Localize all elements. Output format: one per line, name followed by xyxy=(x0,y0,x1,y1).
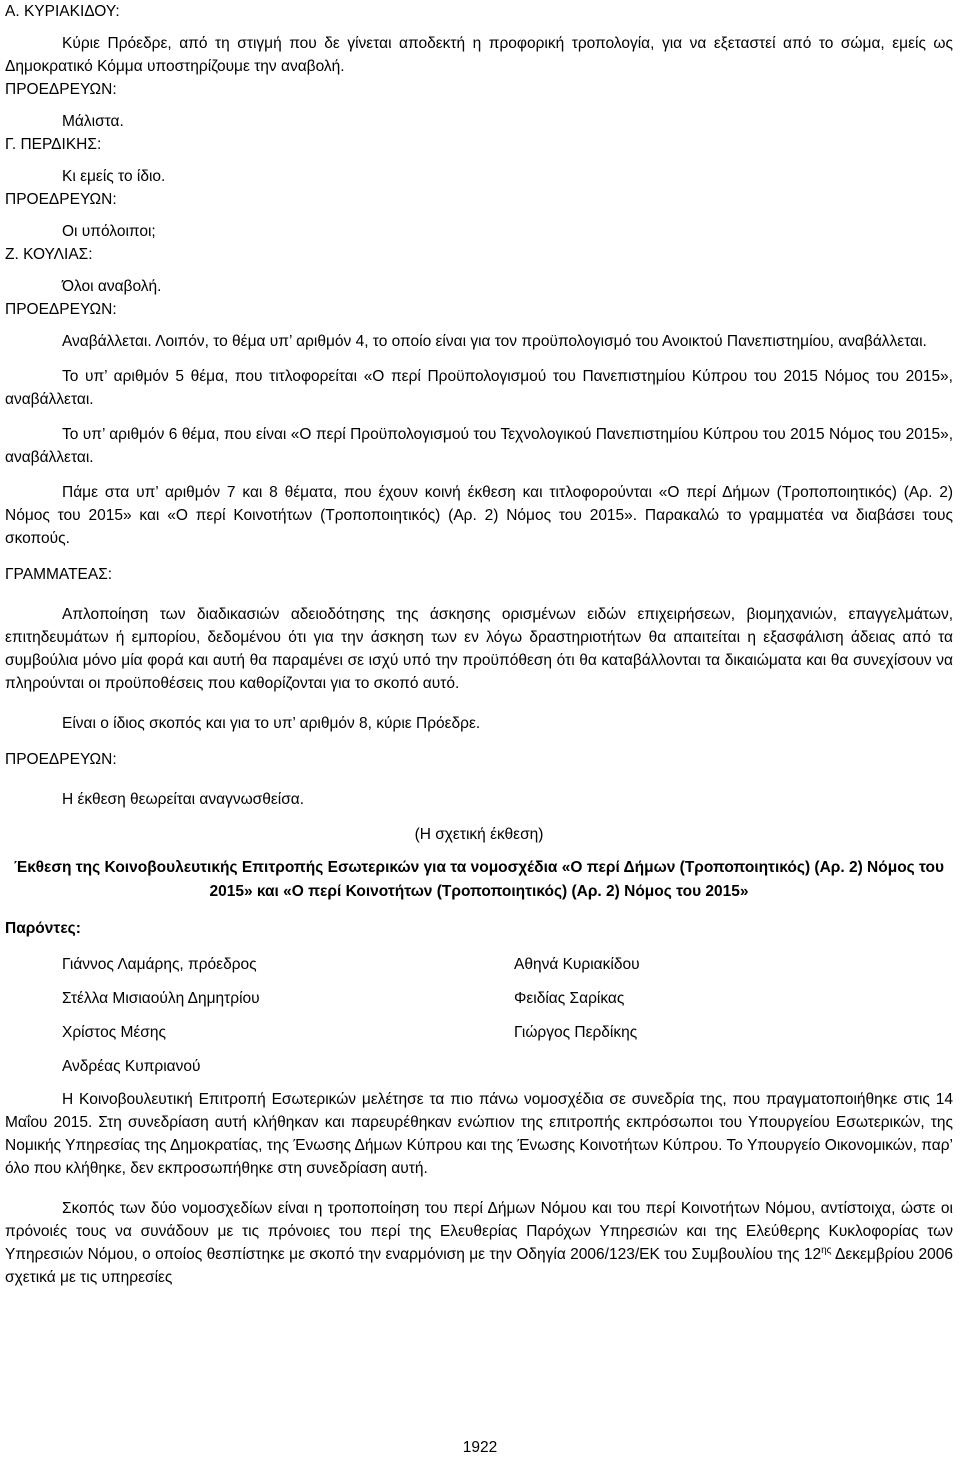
member-name: Γιάννος Λαμάρης, πρόεδρος xyxy=(62,956,257,973)
speech-paragraph: Η έκθεση θεωρείται αναγνωσθείσα. xyxy=(62,791,305,808)
speech-paragraph: Το υπ’ αριθμόν 6 θέμα, που είναι «Ο περί Προϋπολογισμού του Τεχνολογικού Πανεπιστημίου Κύπρου του 2015 Νόμος του 2015», αναβάλλεται. xyxy=(5,426,953,466)
member-name: Χρίστος Μέσης xyxy=(62,1024,166,1041)
report-paragraph: Η Κοινοβουλευτική Επιτροπή Εσωτερικών μελέτησε τα πιο πάνω νομοσχέδια σε συνεδρία της, που πραγματοποιήθηκε στις 14 Μαΐου 2015. Στη συνεδρίαση αυτή κλήθηκαν και παρευρέθηκαν ενώπιον της επιτροπής εκπρόσωποι του Υπουργείου Εσωτερικών, της Νομικής Υπηρεσίας της Δημοκρατίας, της Ένωσης Δήμων Κύπρου και της Ένωσης Κοινοτήτων Κύπρου. Το Υπουργείο Οικονομικών, παρ’ όλο που κλήθηκε, δεν εκπροσωπήθηκε στη συνεδρίαση αυτή. xyxy=(5,1091,953,1177)
member-name: Γιώργος Περδίκης xyxy=(514,1024,638,1041)
report-heading: (Η σχετική έκθεση) xyxy=(414,826,544,843)
superscript: ης xyxy=(821,1244,832,1256)
speaker-name: Γ. ΠΕΡΔΙΚΗΣ: xyxy=(5,136,102,153)
speech-paragraph: Το υπ’ αριθμόν 5 θέμα, που τιτλοφορείται «Ο περί Προϋπολογισμού του Πανεπιστημίου Κύπρου του 2015 Νόμος του 2015», αναβάλλεται. xyxy=(5,368,953,408)
speaker-name: Α. ΚΥΡΙΑΚΙΔΟΥ: xyxy=(5,3,120,20)
members-list xyxy=(62,953,953,1078)
present-label: Παρόντες: xyxy=(5,920,81,937)
speaker-name: ΓΡΑΜΜΑΤΕΑΣ: xyxy=(5,566,113,583)
member-name: Στέλλα Μισιαούλη Δημητρίου xyxy=(62,990,260,1007)
speech-paragraph: Κι εμείς το ίδιο. xyxy=(62,168,166,185)
speaker-name: ΠΡΟΕΔΡΕΥΩΝ: xyxy=(5,751,117,768)
speech-paragraph: Οι υπόλοιποι; xyxy=(62,223,156,240)
member-empty xyxy=(514,1055,953,1078)
speaker-name: ΠΡΟΕΔΡΕΥΩΝ: xyxy=(5,191,117,208)
speaker-name: Ζ. ΚΟΥΛΙΑΣ: xyxy=(5,246,93,263)
report-paragraph xyxy=(5,1197,953,1289)
speech-paragraph: Απλοποίηση των διαδικασιών αδειοδότησης της άσκησης ορισμένων ειδών επιχειρήσεων, βιομηχανιών, επαγγελμάτων, επιτηδευμάτων ή εμπορίου, δεδομένου ότι για την άσκηση των εν λόγω δραστηριοτήτων θα απαιτείται η εξασφάλιση άδειας από τα συμβούλια μόνο μία φορά και αυτή θα παραμένει σε ισχύ υπό την προϋπόθεση ότι θα καταβάλλονται τα δικαιώματα και θα συνεχίσουν να πληρούνται οι προϋποθέσεις που καθορίζονται για το σκοπό αυτό. xyxy=(5,606,953,692)
speech-paragraph: Είναι ο ίδιος σκοπός και για το υπ’ αριθμόν 8, κύριε Πρόεδρε. xyxy=(62,715,481,732)
speech-paragraph: Πάμε στα υπ’ αριθμόν 7 και 8 θέματα, που έχουν κοινή έκθεση και τιτλοφορούνται «Ο περί Δήμων (Τροποποιητικός) (Αρ. 2) Νόμος του 2015» και «Ο περί Κοινοτήτων (Τροποποιητικός) (Αρ. 2) Νόμος του 2015». Παρακαλώ το γραμματέα να διαβάσει τους σκοπούς. xyxy=(5,484,953,547)
speech-paragraph: Όλοι αναβολή. xyxy=(62,278,162,295)
report-text: Δεκεμβρίου 2006 σχετικά με τις υπηρεσίες xyxy=(5,1246,953,1286)
report-title: Έκθεση της Κοινοβουλευτικής Επιτροπής Εσωτερικών για τα νομοσχέδια «Ο περί Δήμων (Τροποποιητικός) (Αρ. 2) Νόμος του 2015» και «Ο περί Κοινοτήτων (Τροποποιητικός) (Αρ. 2) Νόμος του 2015» xyxy=(13,859,945,900)
member-name: Φειδίας Σαρίκας xyxy=(514,990,625,1007)
speech-paragraph: Αναβάλλεται. Λοιπόν, το θέμα υπ’ αριθμόν 4, το οποίο είναι για τον προϋπολογισμό του Ανοικτού Πανεπιστημίου, αναβάλλεται. xyxy=(62,333,927,350)
speaker-name: ΠΡΟΕΔΡΕΥΩΝ: xyxy=(5,81,117,98)
speech-paragraph: Μάλιστα. xyxy=(62,113,124,130)
speaker-name: ΠΡΟΕΔΡΕΥΩΝ: xyxy=(5,301,117,318)
page-number: 1922 xyxy=(462,1439,498,1456)
member-name: Αθηνά Κυριακίδου xyxy=(514,956,640,973)
member-name: Ανδρέας Κυπριανού xyxy=(62,1058,201,1075)
speech-paragraph: Κύριε Πρόεδρε, από τη στιγμή που δε γίνεται αποδεκτή η προφορική τροπολογία, για να εξεταστεί από το σώμα, εμείς ως Δημοκρατικό Κόμμα υποστηρίζουμε την αναβολή. xyxy=(5,35,953,75)
report-text: Σκοπός των δύο νομοσχεδίων είναι η τροποποίηση του περί Δήμων Νόμου και του περί Κοινοτήτων Νόμου, αντίστοιχα, ώστε οι πρόνοιές τους να συνάδουν με τις πρόνοιες του περί της Ελευθερίας Παρόχων Υπηρεσιών και της Ελεύθερης Κυκλοφορίας των Υπηρεσιών Νόμου, ο οποίος θεσπίστηκε με σκοπό την εναρμόνιση με την Οδηγία 2006/123/ΕΚ του Συμβουλίου της 12 xyxy=(5,1200,953,1263)
